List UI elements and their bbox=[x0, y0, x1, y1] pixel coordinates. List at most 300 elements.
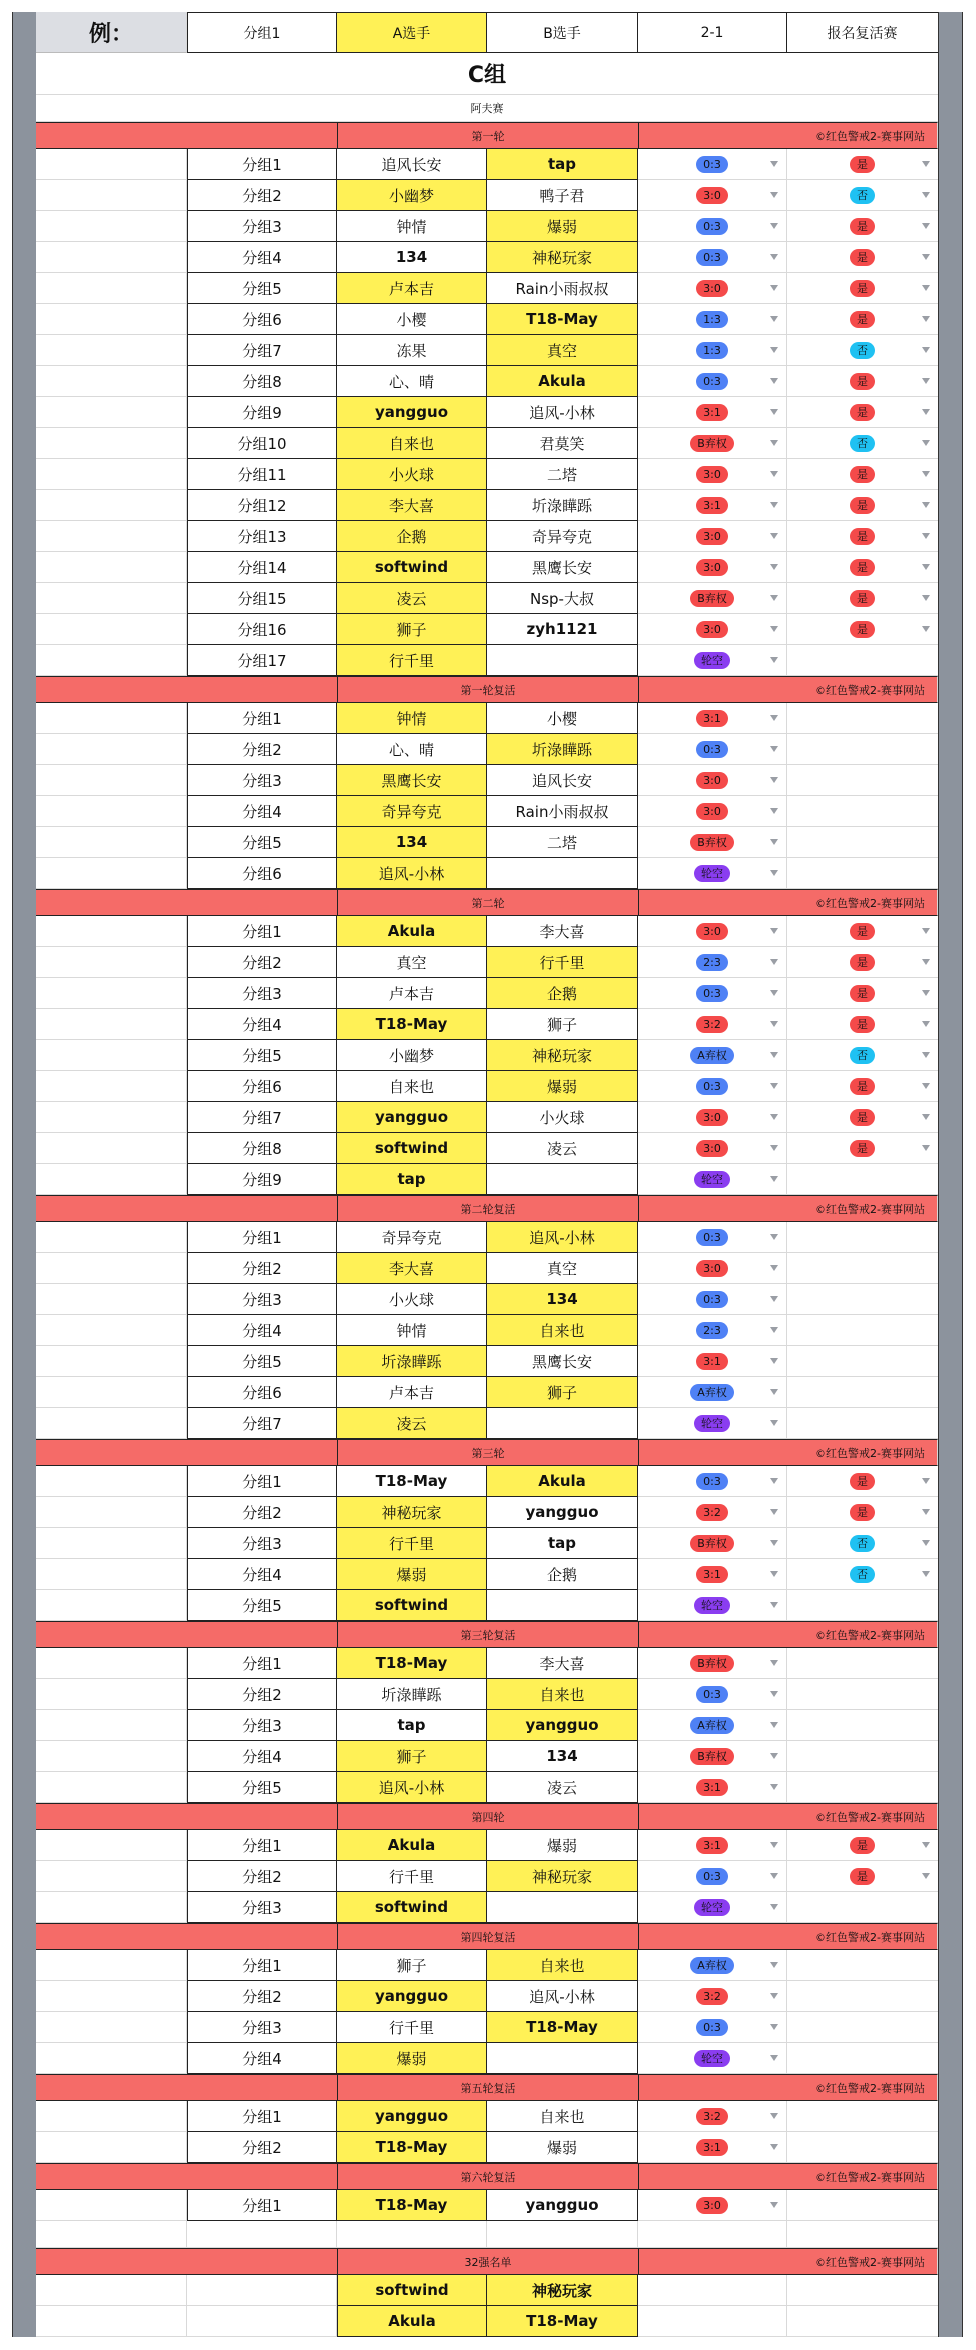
player-b-cell[interactable]: 自来也 bbox=[487, 1315, 638, 1346]
player-b-cell[interactable]: 追风长安 bbox=[487, 765, 638, 796]
group-cell[interactable]: 分组1 bbox=[187, 149, 337, 180]
player-a-cell[interactable]: 行千里 bbox=[337, 645, 487, 676]
player-b-cell[interactable]: 黑鹰长安 bbox=[487, 1346, 638, 1377]
revival-dropdown[interactable] bbox=[787, 978, 938, 1009]
group-cell[interactable]: 分组3 bbox=[187, 765, 337, 796]
group-cell[interactable]: 分组5 bbox=[187, 1590, 337, 1621]
player-b-cell[interactable]: 小樱 bbox=[487, 703, 638, 734]
group-cell[interactable]: 分组4 bbox=[187, 1741, 337, 1772]
score-dropdown[interactable] bbox=[638, 1559, 787, 1590]
score-dropdown[interactable] bbox=[638, 583, 787, 614]
player-a-cell[interactable]: 行千里 bbox=[337, 1528, 487, 1559]
chevron-down-icon[interactable] bbox=[770, 715, 778, 721]
player-b-cell[interactable] bbox=[487, 1408, 638, 1439]
player-a-cell[interactable]: 行千里 bbox=[337, 1861, 487, 1892]
player-a-cell[interactable]: Akula bbox=[337, 1830, 487, 1861]
player-a-cell[interactable]: 追风-小林 bbox=[337, 1772, 487, 1803]
chevron-down-icon[interactable] bbox=[922, 990, 930, 996]
group-cell[interactable]: 分组1 bbox=[187, 916, 337, 947]
chevron-down-icon[interactable] bbox=[922, 1540, 930, 1546]
player-a-cell[interactable]: T18-May bbox=[337, 1648, 487, 1679]
score-dropdown[interactable] bbox=[638, 2101, 787, 2132]
player-b-cell[interactable]: yangguo bbox=[487, 1710, 638, 1741]
chevron-down-icon[interactable] bbox=[922, 626, 930, 632]
chevron-down-icon[interactable] bbox=[922, 959, 930, 965]
revival-dropdown[interactable] bbox=[787, 1528, 938, 1559]
score-dropdown[interactable] bbox=[638, 1408, 787, 1439]
chevron-down-icon[interactable] bbox=[770, 1176, 778, 1182]
chevron-down-icon[interactable] bbox=[922, 502, 930, 508]
player-b-cell[interactable]: Nsp-大叔 bbox=[487, 583, 638, 614]
player-b-cell[interactable]: 追风-小林 bbox=[487, 1981, 638, 2012]
group-cell[interactable]: 分组1 bbox=[187, 1222, 337, 1253]
player-a-cell[interactable]: 追风-小林 bbox=[337, 858, 487, 889]
chevron-down-icon[interactable] bbox=[770, 1114, 778, 1120]
score-dropdown[interactable] bbox=[638, 304, 787, 335]
score-dropdown[interactable] bbox=[638, 858, 787, 889]
top32-player[interactable]: T18-May bbox=[487, 2306, 638, 2337]
revival-dropdown[interactable] bbox=[787, 1830, 938, 1861]
revival-dropdown[interactable] bbox=[787, 211, 938, 242]
chevron-down-icon[interactable] bbox=[922, 1021, 930, 1027]
score-dropdown[interactable] bbox=[638, 1950, 787, 1981]
example-player-b[interactable]: B选手 bbox=[487, 12, 638, 53]
player-a-cell[interactable]: T18-May bbox=[337, 1466, 487, 1497]
player-a-cell[interactable]: 小幽梦 bbox=[337, 180, 487, 211]
player-a-cell[interactable]: 心、晴 bbox=[337, 366, 487, 397]
score-dropdown[interactable] bbox=[638, 1497, 787, 1528]
score-dropdown[interactable] bbox=[638, 1040, 787, 1071]
score-dropdown[interactable] bbox=[638, 428, 787, 459]
chevron-down-icon[interactable] bbox=[770, 1327, 778, 1333]
group-cell[interactable]: 分组5 bbox=[187, 1772, 337, 1803]
player-b-cell[interactable]: 圻淥瞱跞 bbox=[487, 490, 638, 521]
score-dropdown[interactable] bbox=[638, 978, 787, 1009]
group-cell[interactable]: 分组1 bbox=[187, 1830, 337, 1861]
group-cell[interactable]: 分组4 bbox=[187, 1009, 337, 1040]
chevron-down-icon[interactable] bbox=[770, 657, 778, 663]
group-cell[interactable]: 分组4 bbox=[187, 2043, 337, 2074]
group-cell[interactable]: 分组4 bbox=[187, 1559, 337, 1590]
group-cell[interactable]: 分组7 bbox=[187, 335, 337, 366]
group-cell[interactable]: 分组5 bbox=[187, 1040, 337, 1071]
player-b-cell[interactable]: yangguo bbox=[487, 2190, 638, 2221]
player-b-cell[interactable]: 狮子 bbox=[487, 1377, 638, 1408]
group-cell[interactable]: 分组2 bbox=[187, 734, 337, 765]
revival-dropdown[interactable] bbox=[787, 614, 938, 645]
score-dropdown[interactable] bbox=[638, 1981, 787, 2012]
player-b-cell[interactable]: 李大喜 bbox=[487, 916, 638, 947]
chevron-down-icon[interactable] bbox=[770, 161, 778, 167]
player-a-cell[interactable]: 爆弱 bbox=[337, 1559, 487, 1590]
player-b-cell[interactable]: T18-May bbox=[487, 2012, 638, 2043]
revival-dropdown[interactable] bbox=[787, 1133, 938, 1164]
score-dropdown[interactable] bbox=[638, 827, 787, 858]
chevron-down-icon[interactable] bbox=[922, 1052, 930, 1058]
player-b-cell[interactable]: 二塔 bbox=[487, 827, 638, 858]
score-dropdown[interactable] bbox=[638, 765, 787, 796]
player-b-cell[interactable]: tap bbox=[487, 149, 638, 180]
chevron-down-icon[interactable] bbox=[770, 959, 778, 965]
player-b-cell[interactable] bbox=[487, 1892, 638, 1923]
chevron-down-icon[interactable] bbox=[922, 1478, 930, 1484]
player-b-cell[interactable]: 134 bbox=[487, 1741, 638, 1772]
player-a-cell[interactable]: 卢本吉 bbox=[337, 273, 487, 304]
example-player-a[interactable]: A选手 bbox=[337, 12, 487, 53]
score-dropdown[interactable] bbox=[638, 1830, 787, 1861]
score-dropdown[interactable] bbox=[638, 2132, 787, 2163]
group-cell[interactable]: 分组2 bbox=[187, 180, 337, 211]
group-cell[interactable]: 分组3 bbox=[187, 1284, 337, 1315]
revival-dropdown[interactable] bbox=[787, 1559, 938, 1590]
chevron-down-icon[interactable] bbox=[770, 2024, 778, 2030]
score-dropdown[interactable] bbox=[638, 1133, 787, 1164]
player-a-cell[interactable]: 自来也 bbox=[337, 428, 487, 459]
score-dropdown[interactable] bbox=[638, 1009, 787, 1040]
player-a-cell[interactable]: 冻果 bbox=[337, 335, 487, 366]
group-cell[interactable]: 分组2 bbox=[187, 1497, 337, 1528]
score-dropdown[interactable] bbox=[638, 1346, 787, 1377]
chevron-down-icon[interactable] bbox=[770, 1478, 778, 1484]
top32-player[interactable]: 神秘玩家 bbox=[487, 2275, 638, 2306]
score-dropdown[interactable] bbox=[638, 335, 787, 366]
group-cell[interactable]: 分组1 bbox=[187, 1466, 337, 1497]
revival-dropdown[interactable] bbox=[787, 149, 938, 180]
chevron-down-icon[interactable] bbox=[770, 1571, 778, 1577]
chevron-down-icon[interactable] bbox=[922, 928, 930, 934]
chevron-down-icon[interactable] bbox=[770, 1296, 778, 1302]
group-cell[interactable]: 分组1 bbox=[187, 2101, 337, 2132]
player-b-cell[interactable]: 行千里 bbox=[487, 947, 638, 978]
player-a-cell[interactable]: 心、晴 bbox=[337, 734, 487, 765]
chevron-down-icon[interactable] bbox=[922, 1145, 930, 1151]
chevron-down-icon[interactable] bbox=[770, 1083, 778, 1089]
group-cell[interactable]: 分组3 bbox=[187, 1710, 337, 1741]
player-b-cell[interactable]: 自来也 bbox=[487, 2101, 638, 2132]
chevron-down-icon[interactable] bbox=[922, 409, 930, 415]
revival-dropdown[interactable] bbox=[787, 428, 938, 459]
revival-dropdown[interactable] bbox=[787, 583, 938, 614]
chevron-down-icon[interactable] bbox=[770, 192, 778, 198]
chevron-down-icon[interactable] bbox=[922, 1571, 930, 1577]
group-cell[interactable]: 分组2 bbox=[187, 1253, 337, 1284]
chevron-down-icon[interactable] bbox=[770, 440, 778, 446]
score-dropdown[interactable] bbox=[638, 916, 787, 947]
chevron-down-icon[interactable] bbox=[770, 223, 778, 229]
score-dropdown[interactable] bbox=[638, 1648, 787, 1679]
player-a-cell[interactable]: 神秘玩家 bbox=[337, 1497, 487, 1528]
score-dropdown[interactable] bbox=[638, 1253, 787, 1284]
player-b-cell[interactable]: zyh1121 bbox=[487, 614, 638, 645]
score-dropdown[interactable] bbox=[638, 1377, 787, 1408]
player-a-cell[interactable]: 钟情 bbox=[337, 703, 487, 734]
chevron-down-icon[interactable] bbox=[922, 1873, 930, 1879]
chevron-down-icon[interactable] bbox=[770, 378, 778, 384]
chevron-down-icon[interactable] bbox=[770, 1265, 778, 1271]
chevron-down-icon[interactable] bbox=[770, 471, 778, 477]
chevron-down-icon[interactable] bbox=[922, 285, 930, 291]
chevron-down-icon[interactable] bbox=[922, 316, 930, 322]
chevron-down-icon[interactable] bbox=[922, 161, 930, 167]
player-a-cell[interactable]: 狮子 bbox=[337, 1741, 487, 1772]
group-cell[interactable]: 分组3 bbox=[187, 978, 337, 1009]
player-b-cell[interactable] bbox=[487, 1164, 638, 1195]
score-dropdown[interactable] bbox=[638, 180, 787, 211]
player-a-cell[interactable]: 小樱 bbox=[337, 304, 487, 335]
example-score[interactable]: 2-1 bbox=[638, 12, 787, 53]
score-dropdown[interactable] bbox=[638, 645, 787, 676]
player-a-cell[interactable]: softwind bbox=[337, 1892, 487, 1923]
score-dropdown[interactable] bbox=[638, 703, 787, 734]
player-b-cell[interactable] bbox=[487, 2043, 638, 2074]
score-dropdown[interactable] bbox=[638, 1861, 787, 1892]
score-dropdown[interactable] bbox=[638, 273, 787, 304]
player-a-cell[interactable]: 黑鹰长安 bbox=[337, 765, 487, 796]
revival-dropdown[interactable] bbox=[787, 1466, 938, 1497]
score-dropdown[interactable] bbox=[638, 366, 787, 397]
revival-dropdown[interactable] bbox=[787, 1040, 938, 1071]
player-a-cell[interactable]: yangguo bbox=[337, 397, 487, 428]
player-a-cell[interactable]: yangguo bbox=[337, 2101, 487, 2132]
chevron-down-icon[interactable] bbox=[770, 502, 778, 508]
chevron-down-icon[interactable] bbox=[770, 409, 778, 415]
group-cell[interactable]: 分组11 bbox=[187, 459, 337, 490]
player-a-cell[interactable]: 小火球 bbox=[337, 1284, 487, 1315]
player-a-cell[interactable]: T18-May bbox=[337, 2190, 487, 2221]
player-a-cell[interactable]: 卢本吉 bbox=[337, 1377, 487, 1408]
player-a-cell[interactable]: tap bbox=[337, 1710, 487, 1741]
chevron-down-icon[interactable] bbox=[770, 533, 778, 539]
player-b-cell[interactable]: 追风-小林 bbox=[487, 397, 638, 428]
revival-dropdown[interactable] bbox=[787, 304, 938, 335]
player-a-cell[interactable]: 李大喜 bbox=[337, 490, 487, 521]
player-a-cell[interactable]: 真空 bbox=[337, 947, 487, 978]
player-b-cell[interactable]: 圻淥瞱跞 bbox=[487, 734, 638, 765]
player-a-cell[interactable]: 圻淥瞱跞 bbox=[337, 1679, 487, 1710]
revival-dropdown[interactable] bbox=[787, 180, 938, 211]
chevron-down-icon[interactable] bbox=[922, 533, 930, 539]
revival-dropdown[interactable] bbox=[787, 397, 938, 428]
score-dropdown[interactable] bbox=[638, 1164, 787, 1195]
chevron-down-icon[interactable] bbox=[770, 626, 778, 632]
player-a-cell[interactable]: softwind bbox=[337, 552, 487, 583]
chevron-down-icon[interactable] bbox=[770, 1904, 778, 1910]
player-a-cell[interactable]: 小火球 bbox=[337, 459, 487, 490]
group-cell[interactable]: 分组1 bbox=[187, 1950, 337, 1981]
player-b-cell[interactable]: Akula bbox=[487, 366, 638, 397]
chevron-down-icon[interactable] bbox=[922, 1083, 930, 1089]
player-b-cell[interactable]: T18-May bbox=[487, 304, 638, 335]
score-dropdown[interactable] bbox=[638, 242, 787, 273]
group-cell[interactable]: 分组2 bbox=[187, 1679, 337, 1710]
chevron-down-icon[interactable] bbox=[770, 1021, 778, 1027]
chevron-down-icon[interactable] bbox=[922, 1842, 930, 1848]
chevron-down-icon[interactable] bbox=[770, 1234, 778, 1240]
chevron-down-icon[interactable] bbox=[770, 595, 778, 601]
player-a-cell[interactable]: T18-May bbox=[337, 2132, 487, 2163]
player-a-cell[interactable]: tap bbox=[337, 1164, 487, 1195]
player-a-cell[interactable]: 行千里 bbox=[337, 2012, 487, 2043]
group-cell[interactable]: 分组8 bbox=[187, 1133, 337, 1164]
chevron-down-icon[interactable] bbox=[770, 1509, 778, 1515]
score-dropdown[interactable] bbox=[638, 521, 787, 552]
chevron-down-icon[interactable] bbox=[770, 1993, 778, 1999]
chevron-down-icon[interactable] bbox=[770, 1842, 778, 1848]
player-b-cell[interactable]: 爆弱 bbox=[487, 1071, 638, 1102]
chevron-down-icon[interactable] bbox=[770, 1602, 778, 1608]
chevron-down-icon[interactable] bbox=[770, 1873, 778, 1879]
player-a-cell[interactable]: 追风长安 bbox=[337, 149, 487, 180]
player-b-cell[interactable]: 自来也 bbox=[487, 1679, 638, 1710]
group-cell[interactable]: 分组2 bbox=[187, 1861, 337, 1892]
group-cell[interactable]: 分组6 bbox=[187, 858, 337, 889]
chevron-down-icon[interactable] bbox=[770, 316, 778, 322]
group-cell[interactable]: 分组3 bbox=[187, 1892, 337, 1923]
score-dropdown[interactable] bbox=[638, 2012, 787, 2043]
group-cell[interactable]: 分组13 bbox=[187, 521, 337, 552]
chevron-down-icon[interactable] bbox=[770, 2055, 778, 2061]
player-b-cell[interactable]: 追风-小林 bbox=[487, 1222, 638, 1253]
score-dropdown[interactable] bbox=[638, 211, 787, 242]
chevron-down-icon[interactable] bbox=[922, 471, 930, 477]
player-b-cell[interactable]: Rain小雨叔叔 bbox=[487, 796, 638, 827]
chevron-down-icon[interactable] bbox=[770, 1962, 778, 1968]
score-dropdown[interactable] bbox=[638, 397, 787, 428]
player-a-cell[interactable]: 134 bbox=[337, 827, 487, 858]
player-b-cell[interactable]: 爆弱 bbox=[487, 1830, 638, 1861]
chevron-down-icon[interactable] bbox=[770, 1691, 778, 1697]
player-a-cell[interactable]: yangguo bbox=[337, 1981, 487, 2012]
chevron-down-icon[interactable] bbox=[770, 990, 778, 996]
group-cell[interactable]: 分组1 bbox=[187, 703, 337, 734]
chevron-down-icon[interactable] bbox=[922, 254, 930, 260]
chevron-down-icon[interactable] bbox=[922, 440, 930, 446]
player-a-cell[interactable]: 凌云 bbox=[337, 583, 487, 614]
player-b-cell[interactable]: 鸭子君 bbox=[487, 180, 638, 211]
group-cell[interactable]: 分组2 bbox=[187, 947, 337, 978]
player-b-cell[interactable]: 君莫笑 bbox=[487, 428, 638, 459]
player-a-cell[interactable]: 奇异夸克 bbox=[337, 796, 487, 827]
score-dropdown[interactable] bbox=[638, 1071, 787, 1102]
revival-dropdown[interactable] bbox=[787, 916, 938, 947]
chevron-down-icon[interactable] bbox=[770, 1389, 778, 1395]
player-a-cell[interactable]: yangguo bbox=[337, 1102, 487, 1133]
player-b-cell[interactable]: 神秘玩家 bbox=[487, 1861, 638, 1892]
player-b-cell[interactable]: 李大喜 bbox=[487, 1648, 638, 1679]
chevron-down-icon[interactable] bbox=[770, 254, 778, 260]
top32-player[interactable]: Akula bbox=[337, 2306, 487, 2337]
score-dropdown[interactable] bbox=[638, 1741, 787, 1772]
score-dropdown[interactable] bbox=[638, 2043, 787, 2074]
player-b-cell[interactable]: 自来也 bbox=[487, 1950, 638, 1981]
player-b-cell[interactable]: 凌云 bbox=[487, 1133, 638, 1164]
chevron-down-icon[interactable] bbox=[770, 285, 778, 291]
player-a-cell[interactable]: 奇异夸克 bbox=[337, 1222, 487, 1253]
chevron-down-icon[interactable] bbox=[770, 1722, 778, 1728]
player-a-cell[interactable]: 自来也 bbox=[337, 1071, 487, 1102]
score-dropdown[interactable] bbox=[638, 1528, 787, 1559]
score-dropdown[interactable] bbox=[638, 796, 787, 827]
player-a-cell[interactable]: 卢本吉 bbox=[337, 978, 487, 1009]
revival-dropdown[interactable] bbox=[787, 273, 938, 304]
chevron-down-icon[interactable] bbox=[770, 1660, 778, 1666]
chevron-down-icon[interactable] bbox=[770, 1052, 778, 1058]
revival-dropdown[interactable] bbox=[787, 366, 938, 397]
player-b-cell[interactable]: 企鹅 bbox=[487, 1559, 638, 1590]
player-b-cell[interactable]: 神秘玩家 bbox=[487, 1040, 638, 1071]
group-cell[interactable]: 分组8 bbox=[187, 366, 337, 397]
chevron-down-icon[interactable] bbox=[770, 777, 778, 783]
group-cell[interactable]: 分组4 bbox=[187, 242, 337, 273]
group-cell[interactable]: 分组16 bbox=[187, 614, 337, 645]
score-dropdown[interactable] bbox=[638, 734, 787, 765]
player-b-cell[interactable] bbox=[487, 1590, 638, 1621]
player-b-cell[interactable]: 爆弱 bbox=[487, 211, 638, 242]
chevron-down-icon[interactable] bbox=[770, 2144, 778, 2150]
player-b-cell[interactable]: 神秘玩家 bbox=[487, 242, 638, 273]
player-a-cell[interactable]: 企鹅 bbox=[337, 521, 487, 552]
chevron-down-icon[interactable] bbox=[770, 1784, 778, 1790]
player-a-cell[interactable]: 圻淥瞱跞 bbox=[337, 1346, 487, 1377]
group-cell[interactable]: 分组1 bbox=[187, 1648, 337, 1679]
score-dropdown[interactable] bbox=[638, 1590, 787, 1621]
group-cell[interactable]: 分组12 bbox=[187, 490, 337, 521]
revival-dropdown[interactable] bbox=[787, 1861, 938, 1892]
group-cell[interactable]: 分组6 bbox=[187, 304, 337, 335]
chevron-down-icon[interactable] bbox=[922, 564, 930, 570]
score-dropdown[interactable] bbox=[638, 1315, 787, 1346]
player-b-cell[interactable]: 真空 bbox=[487, 335, 638, 366]
chevron-down-icon[interactable] bbox=[770, 870, 778, 876]
revival-dropdown[interactable] bbox=[787, 947, 938, 978]
revival-dropdown[interactable] bbox=[787, 552, 938, 583]
player-a-cell[interactable]: 凌云 bbox=[337, 1408, 487, 1439]
player-b-cell[interactable]: 小火球 bbox=[487, 1102, 638, 1133]
group-cell[interactable]: 分组1 bbox=[187, 2190, 337, 2221]
chevron-down-icon[interactable] bbox=[770, 839, 778, 845]
player-b-cell[interactable]: yangguo bbox=[487, 1497, 638, 1528]
group-cell[interactable]: 分组3 bbox=[187, 1528, 337, 1559]
chevron-down-icon[interactable] bbox=[770, 564, 778, 570]
group-cell[interactable]: 分组7 bbox=[187, 1408, 337, 1439]
score-dropdown[interactable] bbox=[638, 1222, 787, 1253]
player-b-cell[interactable]: Akula bbox=[487, 1466, 638, 1497]
player-b-cell[interactable]: 二塔 bbox=[487, 459, 638, 490]
score-dropdown[interactable] bbox=[638, 459, 787, 490]
group-cell[interactable]: 分组3 bbox=[187, 211, 337, 242]
player-a-cell[interactable]: 狮子 bbox=[337, 614, 487, 645]
score-dropdown[interactable] bbox=[638, 1284, 787, 1315]
group-cell[interactable]: 分组6 bbox=[187, 1071, 337, 1102]
chevron-down-icon[interactable] bbox=[770, 1145, 778, 1151]
revival-dropdown[interactable] bbox=[787, 521, 938, 552]
player-a-cell[interactable]: 李大喜 bbox=[337, 1253, 487, 1284]
group-cell[interactable]: 分组2 bbox=[187, 1981, 337, 2012]
score-dropdown[interactable] bbox=[638, 1772, 787, 1803]
score-dropdown[interactable] bbox=[638, 614, 787, 645]
chevron-down-icon[interactable] bbox=[770, 347, 778, 353]
group-cell[interactable]: 分组2 bbox=[187, 2132, 337, 2163]
score-dropdown[interactable] bbox=[638, 1892, 787, 1923]
score-dropdown[interactable] bbox=[638, 149, 787, 180]
chevron-down-icon[interactable] bbox=[922, 1114, 930, 1120]
group-cell[interactable]: 分组6 bbox=[187, 1377, 337, 1408]
player-a-cell[interactable]: 钟情 bbox=[337, 211, 487, 242]
chevron-down-icon[interactable] bbox=[922, 347, 930, 353]
revival-dropdown[interactable] bbox=[787, 459, 938, 490]
group-cell[interactable]: 分组14 bbox=[187, 552, 337, 583]
chevron-down-icon[interactable] bbox=[922, 223, 930, 229]
